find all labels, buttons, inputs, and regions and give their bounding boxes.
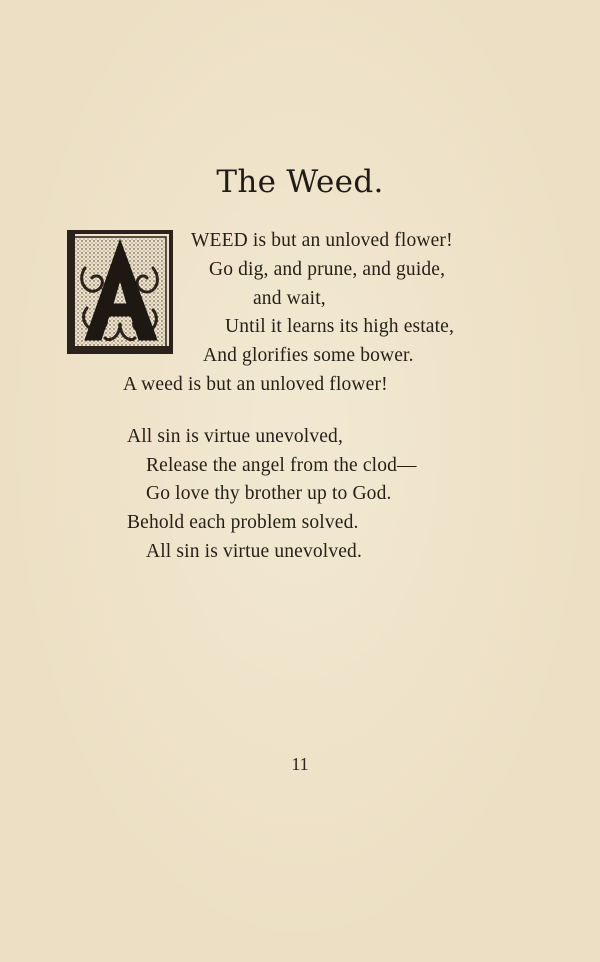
poem-line: and wait,: [253, 288, 326, 309]
poem-line: And glorifies some bower.: [203, 345, 414, 366]
poem-line: All sin is virtue unevolved.: [146, 541, 362, 562]
poem-line: Go dig, and prune, and guide,: [209, 259, 446, 280]
poem-title: The Weed.: [216, 164, 384, 200]
poem-line: WEED is but an unloved flower!: [191, 230, 453, 251]
poem-line: Go love thy brother up to God.: [146, 483, 392, 504]
poem-line: Behold each problem solved.: [127, 512, 359, 533]
page-number: 11: [291, 754, 309, 774]
poem-line: All sin is virtue unevolved,: [127, 426, 343, 447]
drop-cap-ornament: [65, 228, 175, 356]
poem-line: Release the angel from the clod—: [146, 455, 417, 476]
poem-line: Until it learns its high estate,: [225, 316, 455, 337]
poem-line: A weed is but an unloved flower!: [123, 374, 388, 395]
